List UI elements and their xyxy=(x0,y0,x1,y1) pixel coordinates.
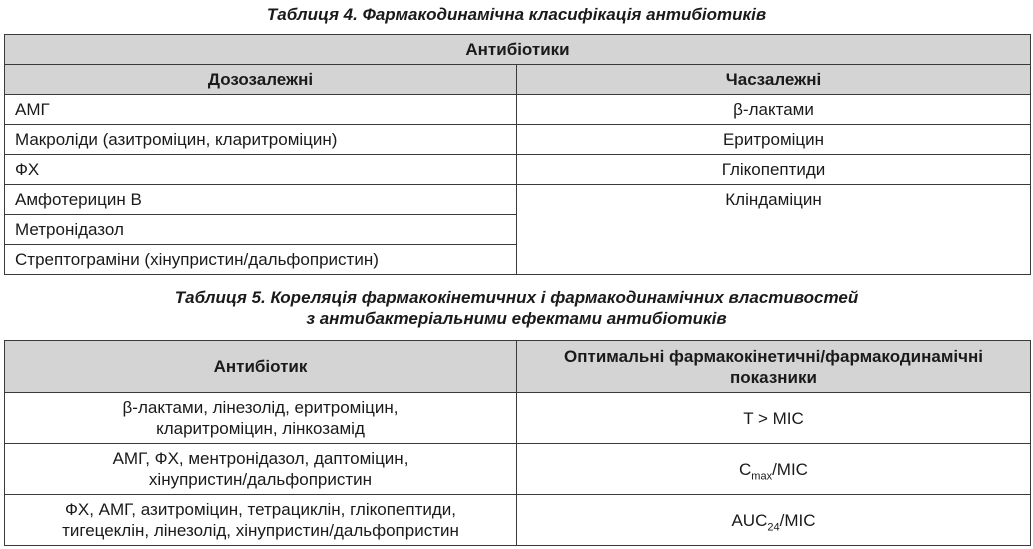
antibiotics-line1: β-лактами, лінезолід, еритроміцин, xyxy=(122,398,399,417)
antibiotics-cell xyxy=(5,393,517,444)
table5-header-parameters-line2: показники xyxy=(730,367,817,387)
parameter-subscript: max xyxy=(751,469,773,482)
antibiotics-line2: хінупристин/дальфопристин xyxy=(148,470,373,489)
parameter-cell xyxy=(517,495,1031,546)
table-row xyxy=(5,185,1031,215)
time-dependent-cell: Глікопептиди xyxy=(517,155,1031,185)
table5-header-antibiotic xyxy=(5,341,517,393)
table4-title: Антибіотики xyxy=(5,35,1031,65)
dose-dependent-cell: ФХ xyxy=(5,155,517,185)
parameter-cell xyxy=(517,444,1031,495)
antibiotics-cell xyxy=(5,495,517,546)
time-dependent-cell: β-лактами xyxy=(517,95,1031,125)
antibiotics-line1: ФХ, АМГ, азитроміцин, тетрациклін, глікопептиди, xyxy=(64,500,457,519)
parameter-rest: /MIC xyxy=(779,510,816,530)
dose-dependent-cell: Метронідазол xyxy=(5,215,517,245)
table-row xyxy=(5,495,1031,546)
dose-dependent-cell: Стрептограміни (хінупристин/дальфопристин) xyxy=(5,245,517,275)
table4-header-time-dependent: Часзалежні xyxy=(517,65,1031,95)
time-dependent-cell: Кліндаміцин xyxy=(517,185,1031,275)
parameter-base: C xyxy=(739,459,752,479)
table5-caption-line1: Таблиця 5. Кореляція фармакокінетичних і фармакодинамічних властивостей xyxy=(174,288,859,307)
parameter-base: AUC xyxy=(731,510,768,530)
table4-header-dose-dependent: Дозозалежні xyxy=(5,65,517,95)
table5-caption xyxy=(0,287,1033,329)
parameter-cell xyxy=(517,393,1031,444)
dose-dependent-cell: АМГ xyxy=(5,95,517,125)
antibiotics-cell xyxy=(5,444,517,495)
table-row xyxy=(5,444,1031,495)
antibiotics-line2: тигецеклін, лінезолід, хінупристин/дальфопристин xyxy=(62,521,459,540)
parameter-subscript: 24 xyxy=(767,520,780,533)
time-dependent-cell: Еритроміцин xyxy=(517,125,1031,155)
table-row xyxy=(5,95,1031,125)
antibiotics-line1: АМГ, ФХ, ментронідазол, даптоміцин, xyxy=(112,449,409,468)
table5-header-parameters xyxy=(517,341,1031,393)
table4-caption-text: Таблиця 4. Фармакодинамічна класифікація антибіотиків xyxy=(266,5,767,24)
table5-header-parameters-line1: Оптимальні фармакокінетичні/фармакодинамічні xyxy=(564,346,983,366)
table4-caption xyxy=(0,4,1033,25)
parameter-value: T > MIC xyxy=(743,408,804,428)
table5-caption-line2: з антибактеріальними ефектами антибіотиків xyxy=(306,309,727,328)
table4-antibiotic-classification xyxy=(4,34,1031,275)
table-row xyxy=(5,393,1031,444)
table-row xyxy=(5,155,1031,185)
table5-pk-pd-correlation xyxy=(4,340,1031,546)
dose-dependent-cell: Макроліди (азитроміцин, кларитроміцин) xyxy=(5,125,517,155)
table5-header-antibiotic-text: Антибіотик xyxy=(213,357,308,376)
antibiotics-line2: кларитроміцин, лінкозамід xyxy=(156,419,365,438)
dose-dependent-cell: Амфотерицин В xyxy=(5,185,517,215)
parameter-rest: /MIC xyxy=(772,459,808,479)
table-row xyxy=(5,125,1031,155)
